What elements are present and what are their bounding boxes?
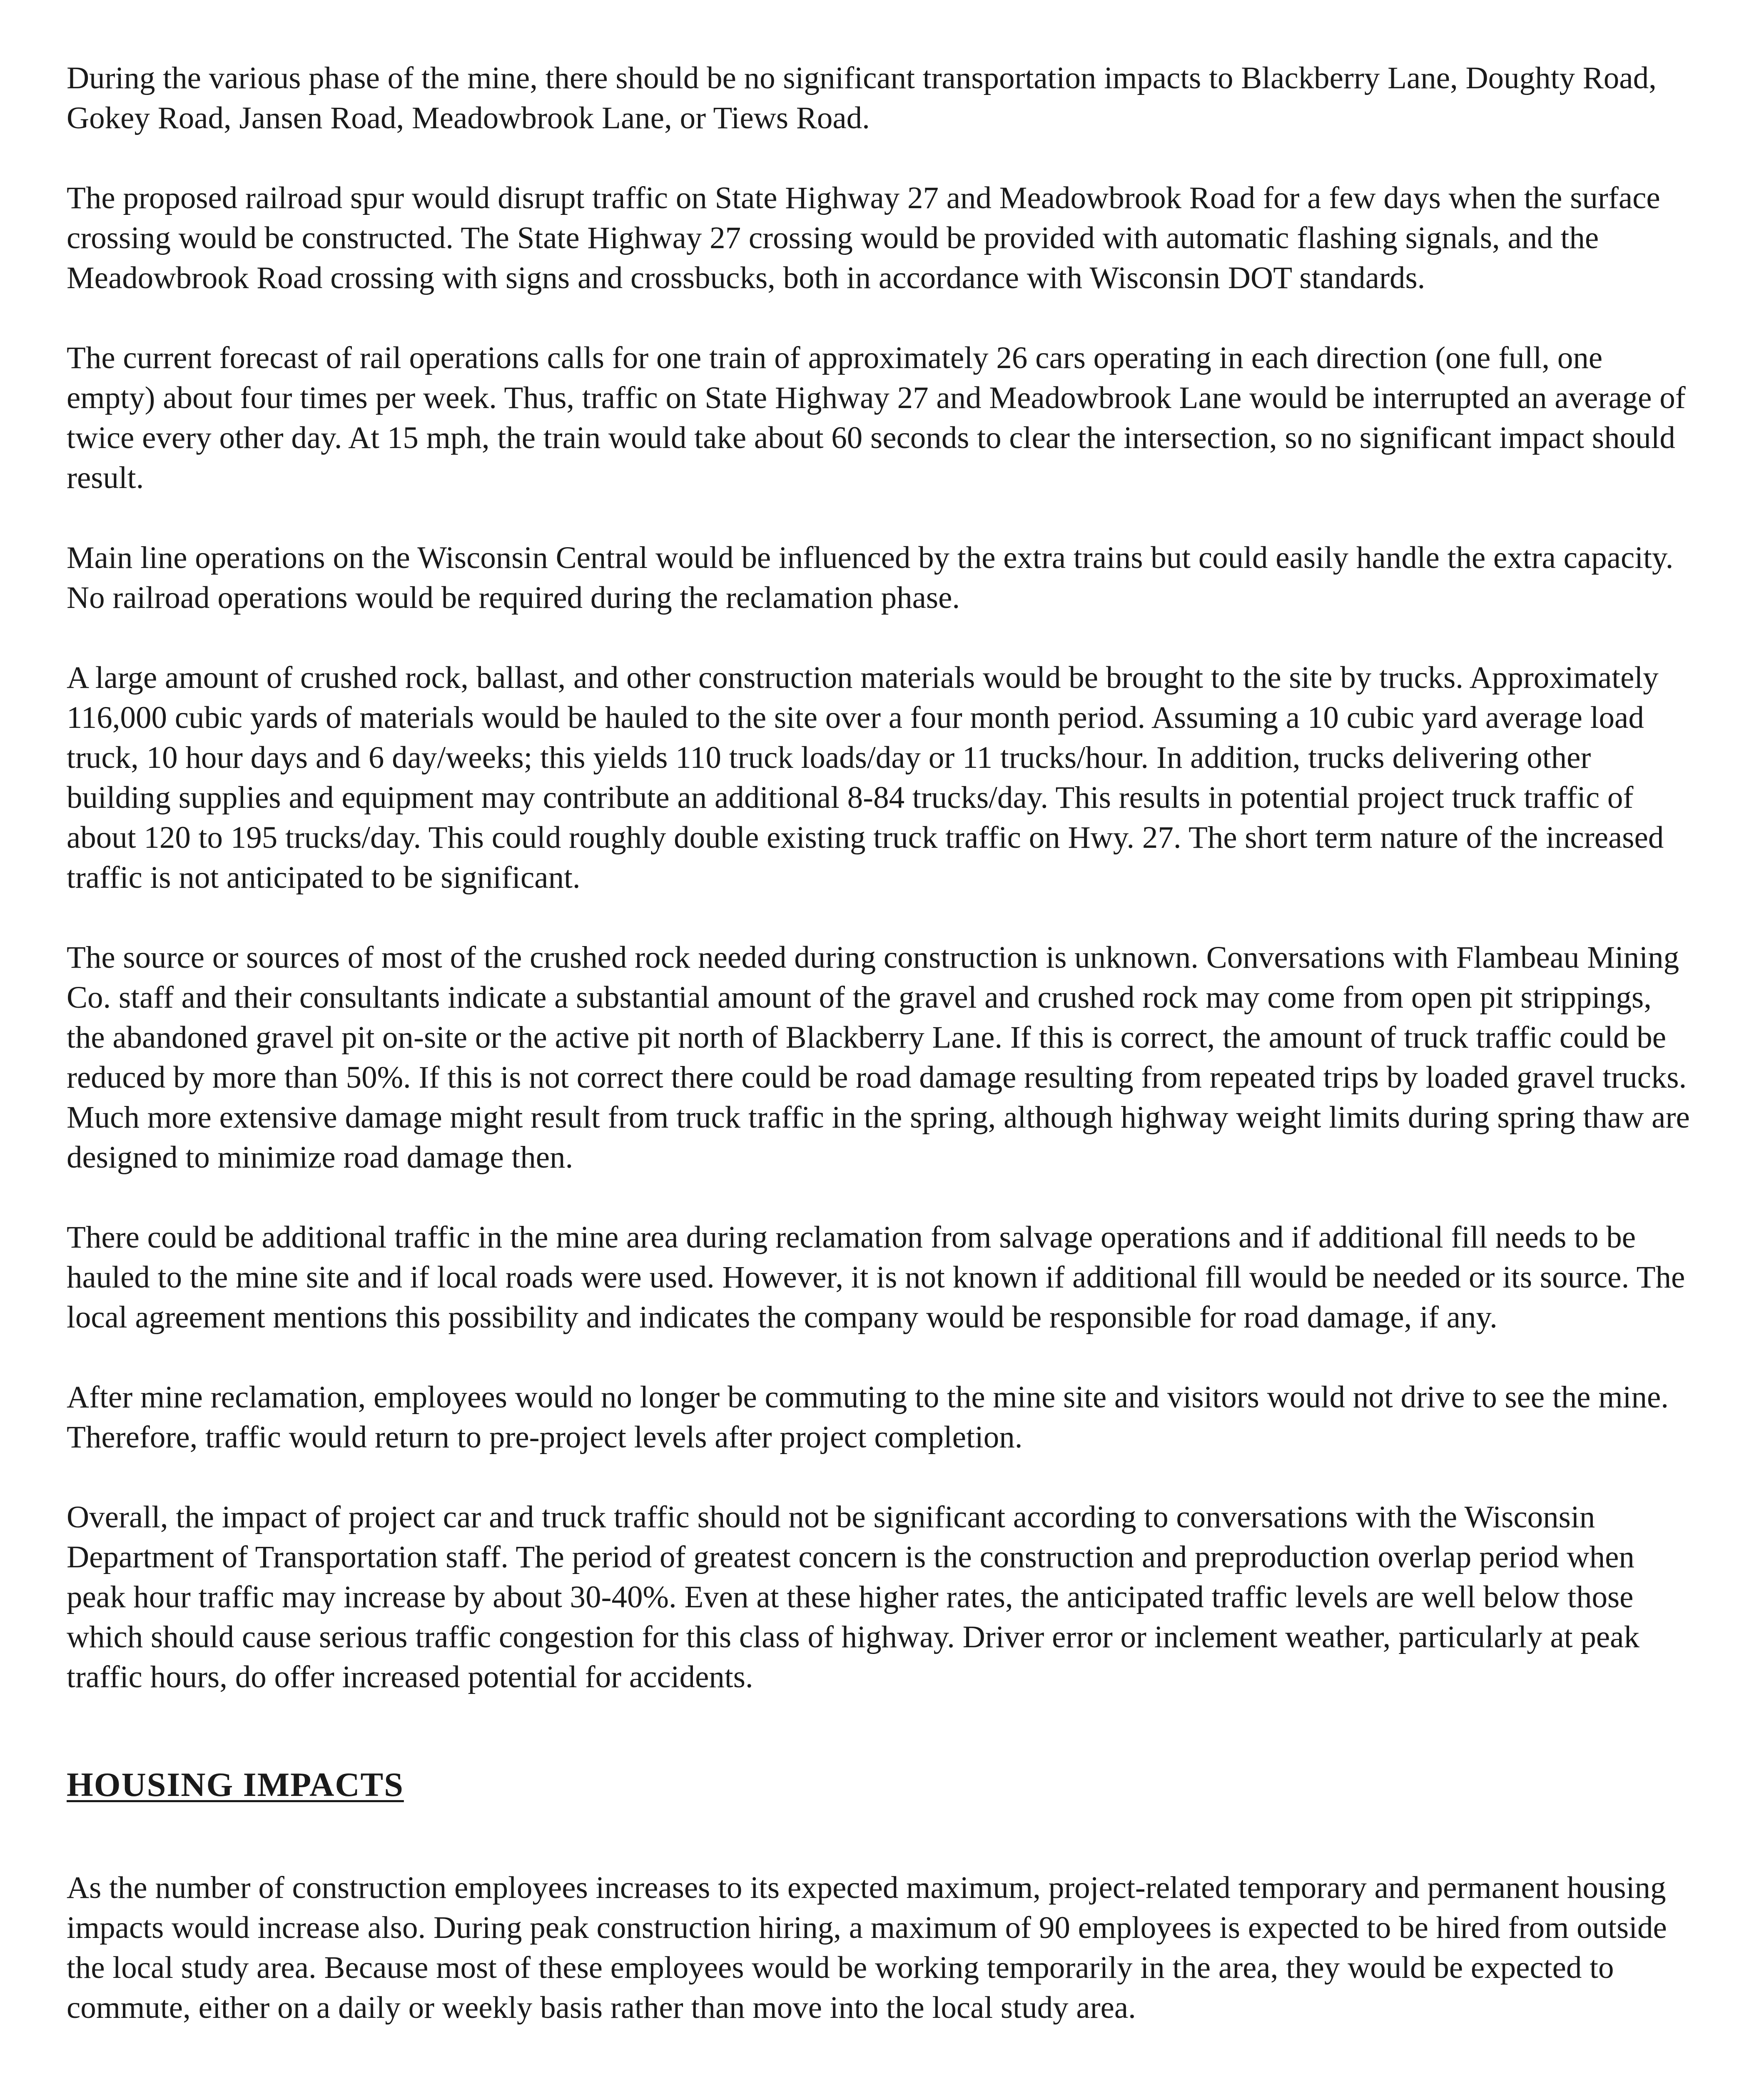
paragraph-railroad-spur: The proposed railroad spur would disrupt traffic on State Highway 27 and Meadowbrook Road for a few days when the surface crossing would be constructed. The State Highway 27 crossing would be provided with automatic flashing signals, and the Meadowbrook Road crossing with signs and crossbucks, both in accordance with Wisconsin DOT standards. [67, 181, 1660, 295]
paragraph-overall-impact: Overall, the impact of project car and truck traffic should not be significant according to conversations with the Wisconsin Department of Transportation staff. The period of greatest concern is the construction and preproduction overlap period when peak hour traffic may increase by about 30-40%. Even at these higher rates, the anticipated traffic levels are well below those which should cause serious traffic congestion for this class of highway. Driver error or inclement weather, particularly at peak traffic hours, do offer increased potential for accidents. [67, 1500, 1639, 1694]
paragraph-crushed-rock-source: The source or sources of most of the crushed rock needed during construction is unknown. Conversations with Flambeau Mining Co. staff and their consultants indicate a substantial amount of the gravel and crushed rock may come from open pit strippings, the abandoned gravel pit on-site or the active pit north of Blackberry Lane. If this is correct, the amount of truck traffic could be reduced by more than 50%. If this is not correct there could be road damage resulting from repeated trips by loaded gravel trucks. Much more extensive damage might result from truck traffic in the spring, although highway weight limits during spring thaw are designed to minimize road damage then. [67, 940, 1690, 1175]
paragraph-housing-impacts: As the number of construction employees increases to its expected maximum, project-related temporary and permanent housing impacts would increase also. During peak construction hiring, a maximum of 90 employees is expected to be hired from outside the local study area. Because most of these employees would be working temporarily in the area, they would be expected to commute, either on a daily or weekly basis rather than move into the local study area. [67, 1870, 1667, 2025]
paragraph-transportation-roads: During the various phase of the mine, there should be no significant transportation impacts to Blackberry Lane, Doughty Road, Gokey Road, Jansen Road, Meadowbrook Lane, or Tiews Road. [67, 61, 1657, 135]
paragraph-reclamation-traffic: There could be additional traffic in the mine area during reclamation from salvage operations and if additional fill needs to be hauled to the mine site and if local roads were used. However, it is not known if additional fill would be needed or its source. The local agreement mentions this possibility and indicates the company would be responsible for road damage, if any. [67, 1220, 1685, 1335]
paragraph-main-line: Main line operations on the Wisconsin Central would be influenced by the extra trains but could easily handle the extra capacity. No railroad operations would be required during the reclamation phase. [67, 540, 1674, 615]
page-body [67, 58, 1691, 2068]
section-heading-housing-impacts: HOUSING IMPACTS [67, 1766, 404, 1803]
paragraph-construction-materials: A large amount of crushed rock, ballast, and other construction materials would be brought to the site by trucks. Approximately 116,000 cubic yards of materials would be hauled to the site over a four month period. Assuming a 10 cubic yard average load truck, 10 hour days and 6 day/weeks; this yields 110 truck loads/day or 11 trucks/hour. In addition, trucks delivering other building supplies and equipment may contribute an additional 8-84 trucks/day. This results in potential project truck traffic of about 120 to 195 trucks/day. This could roughly double existing truck traffic on Hwy. 27. The short term nature of the increased traffic is not anticipated to be significant. [67, 660, 1664, 895]
paragraph-after-reclamation: After mine reclamation, employees would no longer be commuting to the mine site and visitors would not drive to see the mine. Therefore, traffic would return to pre-project levels after project completion. [67, 1380, 1669, 1454]
paragraph-rail-operations: The current forecast of rail operations calls for one train of approximately 26 cars operating in each direction (one full, one empty) about four times per week. Thus, traffic on State Highway 27 and Meadowbrook Lane would be interrupted an average of twice every other day. At 15 mph, the train would take about 60 seconds to clear the intersection, so no significant impact should result. [67, 341, 1686, 495]
